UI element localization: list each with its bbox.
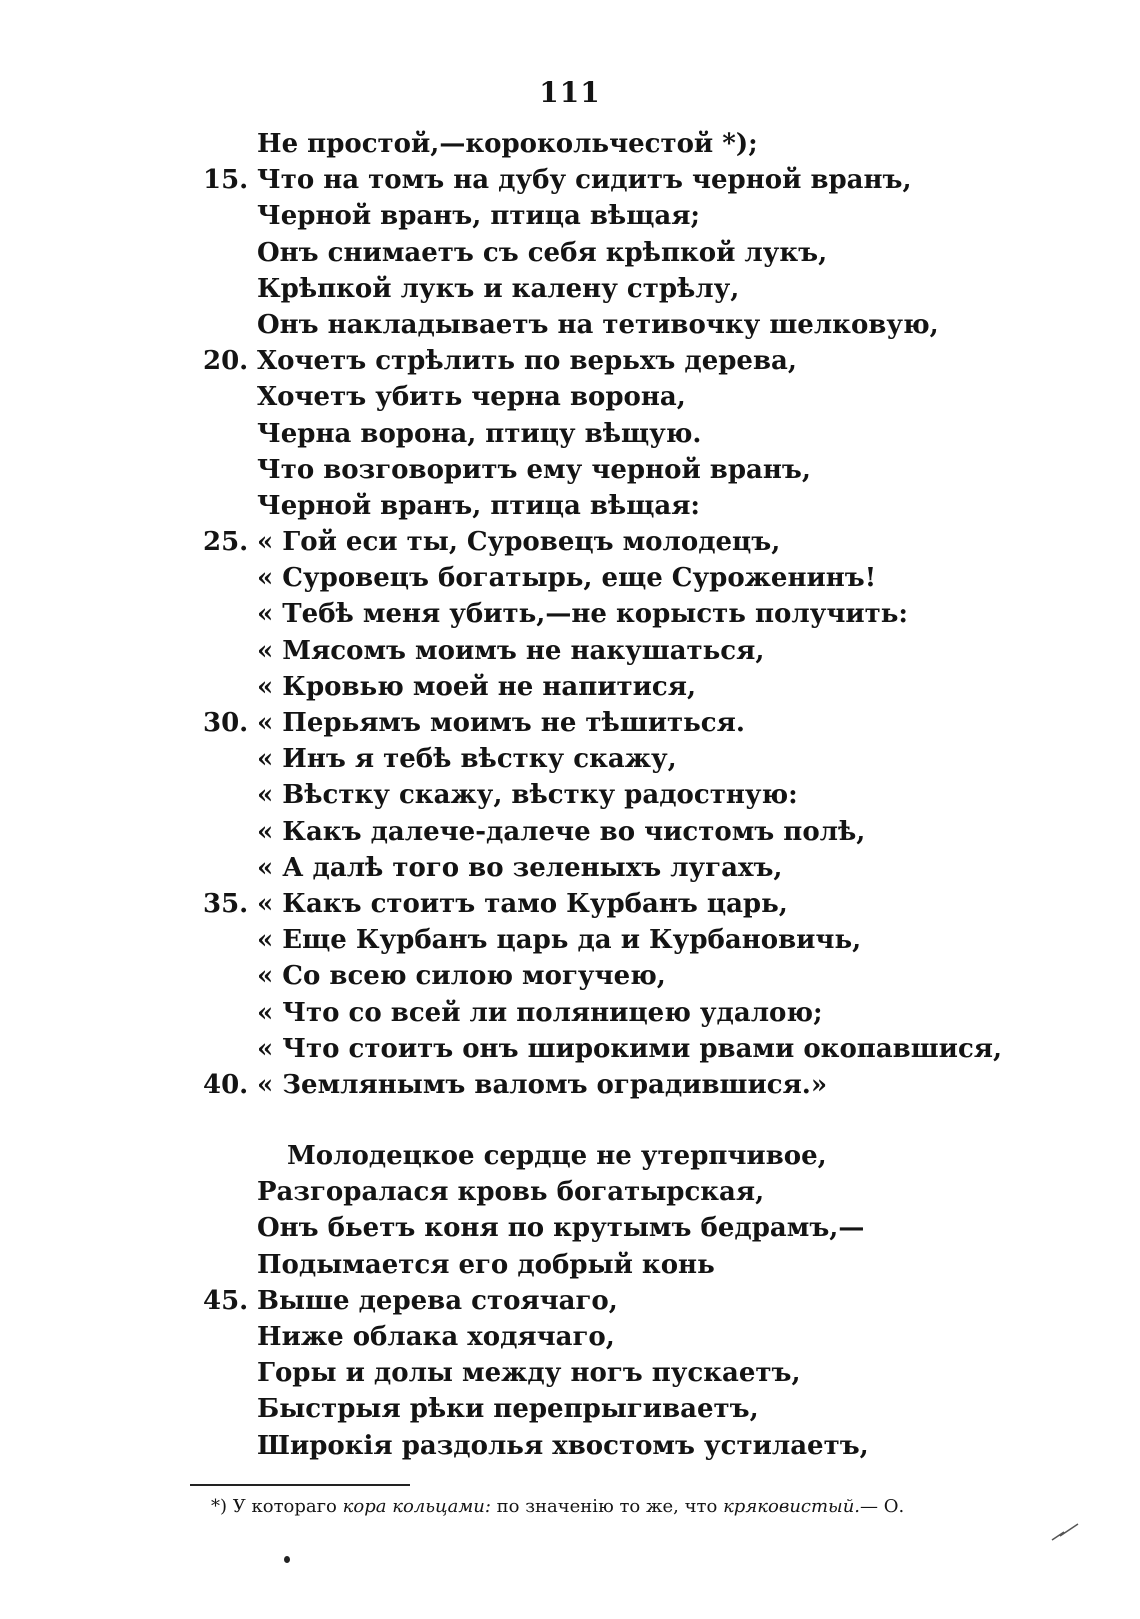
footnote-tail: — О. <box>860 1496 905 1517</box>
verse-line <box>0 343 1140 379</box>
verse-line <box>0 633 1140 669</box>
verse-line <box>0 126 1140 162</box>
verse-line-text: Ниже облака ходячаго, <box>257 1321 615 1352</box>
verse-line <box>0 1210 1140 1246</box>
verse-line-text: « Еще Курбанъ царь да и Курбановичь, <box>257 925 862 956</box>
verse-line-text: Онъ снимаетъ съ себя крѣпкой лукъ, <box>257 237 828 268</box>
verse-line-text: Что на томъ на дубу сидитъ черной вранъ, <box>257 165 912 196</box>
verse-line-text: « Что стоитъ онъ широкими рвами окопавшися, <box>257 1033 1003 1064</box>
footnote-middle: по значенію то же, что <box>496 1496 718 1517</box>
poem-stanza-2 <box>0 1138 1140 1464</box>
verse-line-number: 45. <box>203 1285 249 1316</box>
verse-line-text: « Инъ я тебѣ вѣстку скажу, <box>257 744 677 775</box>
verse-line <box>0 271 1140 307</box>
verse-line-number: 40. <box>203 1069 249 1100</box>
verse-line-text: Хочетъ убить черна ворона, <box>257 382 686 413</box>
verse-line-text: Крѣпкой лукъ и калену стрѣлу, <box>257 273 740 304</box>
verse-line-text: « Со всею силою могучею, <box>257 961 666 992</box>
verse-line <box>0 452 1140 488</box>
verse-line-text: Не простой,—корокольчестой *); <box>257 129 758 159</box>
verse-line <box>0 814 1140 850</box>
page-number: 111 <box>539 76 601 109</box>
verse-line <box>0 560 1140 596</box>
verse-line-text: Выше дерева стоячаго, <box>257 1285 618 1316</box>
verse-line-text: Разгоралася кровь богатырская, <box>257 1177 765 1208</box>
verse-line <box>0 886 1140 922</box>
verse-line <box>0 488 1140 524</box>
verse-line-text: Черной вранъ, птица вѣщая: <box>257 490 701 521</box>
verse-line-text: « Какъ стоитъ тамо Курбанъ царь, <box>257 888 788 919</box>
verse-line <box>0 307 1140 343</box>
verse-line <box>0 198 1140 234</box>
verse-line <box>0 741 1140 777</box>
verse-line <box>0 1247 1140 1283</box>
verse-line-number: 20. <box>203 346 249 377</box>
verse-line <box>0 596 1140 632</box>
ink-spot <box>284 1556 290 1563</box>
verse-line-text: « А далѣ того во зеленыхъ лугахъ, <box>257 852 783 883</box>
verse-line <box>0 705 1140 741</box>
verse-line <box>0 850 1140 886</box>
footnote-lead: У котораго <box>232 1496 337 1517</box>
verse-line <box>0 1355 1140 1391</box>
footnote <box>211 1496 904 1517</box>
verse-line <box>0 416 1140 452</box>
verse-line <box>0 1174 1140 1210</box>
verse-line-text: Широкія раздолья хвостомъ устилаетъ, <box>257 1430 869 1461</box>
verse-line-text: Онъ бьетъ коня по крутымъ бедрамъ,— <box>257 1213 865 1244</box>
verse-line-text: Подымается его добрый конь <box>257 1249 715 1280</box>
footnote-marker: *) <box>211 1496 228 1517</box>
verse-line-text: « Мясомъ моимъ не накушаться, <box>257 635 765 666</box>
verse-line-text: Черной вранъ, птица вѣщая; <box>257 201 701 232</box>
verse-line <box>0 1428 1140 1464</box>
verse-line-text: Черна ворона, птицу вѣщую. <box>257 418 702 449</box>
verse-line <box>0 235 1140 271</box>
verse-line-text: « Тебѣ меня убить,—не корысть получить: <box>257 599 909 630</box>
verse-line <box>0 524 1140 560</box>
footnote-term: кора кольцами: <box>342 1496 491 1517</box>
pencil-mark <box>1050 1520 1086 1544</box>
verse-line <box>0 958 1140 994</box>
footnote-term-2: кряковистый. <box>723 1496 861 1517</box>
poem-stanza-1 <box>0 126 1140 1103</box>
verse-line <box>0 1391 1140 1427</box>
verse-line-text: Молодецкое сердце не утерпчивое, <box>287 1141 827 1171</box>
verse-line <box>0 1283 1140 1319</box>
verse-line-text: « Какъ далече-далече во чистомъ полѣ, <box>257 816 866 847</box>
verse-line-text: Горы и долы между ногъ пускаетъ, <box>257 1358 801 1389</box>
verse-line-text: Что возговоритъ ему черной вранъ, <box>257 454 811 485</box>
verse-line-text: Хочетъ стрѣлить по верьхъ дерева, <box>257 346 797 377</box>
verse-line <box>0 379 1140 415</box>
verse-line-text: « Кровью моей не напитися, <box>257 671 697 702</box>
verse-line-text: Онъ накладываетъ на тетивочку шелковую, <box>257 309 939 340</box>
verse-line <box>0 1031 1140 1067</box>
verse-line-number: 30. <box>203 708 249 738</box>
verse-line <box>0 669 1140 705</box>
verse-line-text: « Перьямъ моимъ не тѣшиться. <box>257 708 745 738</box>
verse-line-text: Быстрыя рѣки перепрыгиваетъ, <box>257 1394 759 1425</box>
verse-line <box>0 922 1140 958</box>
verse-line-text: « Суровецъ богатырь, еще Суроженинъ! <box>257 563 877 594</box>
verse-line-number: 25. <box>203 527 249 558</box>
verse-line-number: 35. <box>203 888 249 919</box>
verse-line-text: « Вѣстку скажу, вѣстку радостную: <box>257 780 798 811</box>
verse-line <box>0 1319 1140 1355</box>
footnote-divider <box>190 1484 410 1486</box>
verse-line <box>0 1067 1140 1103</box>
verse-line <box>0 995 1140 1031</box>
verse-line-number: 15. <box>203 165 249 196</box>
verse-line-text: « Гой еси ты, Суровецъ молодецъ, <box>257 527 781 558</box>
verse-line <box>0 162 1140 198</box>
verse-line-text: « Что со всей ли поляницею удалою; <box>257 997 823 1028</box>
verse-line <box>0 777 1140 813</box>
verse-line-text: « Землянымъ валомъ оградившися.» <box>257 1069 828 1100</box>
verse-line <box>0 1138 1140 1174</box>
